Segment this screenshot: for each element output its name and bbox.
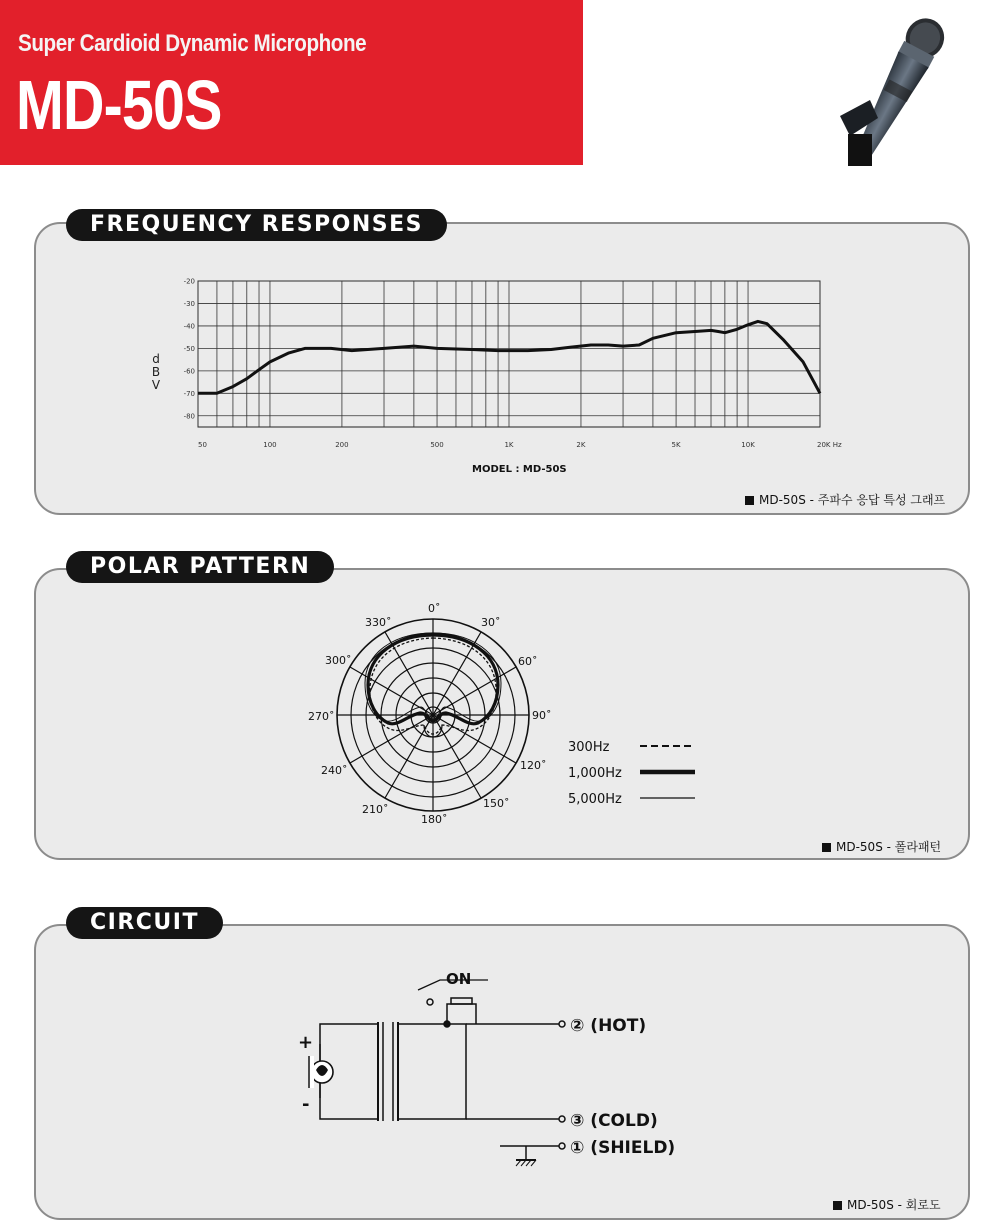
plus-label: + [298, 1032, 314, 1053]
switch-body [447, 1004, 476, 1024]
header-banner [0, 0, 583, 165]
y-tick-label: -40 [183, 322, 195, 331]
y-tick-label: -60 [183, 367, 195, 376]
polar-caption [822, 838, 941, 855]
legend-label-1000hz: 1,000Hz [568, 766, 622, 781]
circuit-caption-text: MD-50S - 회로도 [847, 1198, 941, 1212]
product-model: MD-50S [16, 66, 222, 144]
angle-label-180: 180˚ [421, 813, 448, 826]
bullet-square-icon [833, 1201, 842, 1210]
legend-label-300hz: 300Hz [568, 740, 610, 755]
y-tick-label: -20 [183, 277, 195, 286]
y-tick-label: -50 [183, 344, 195, 353]
angle-label-90: 90˚ [532, 709, 552, 722]
circuit-caption [833, 1196, 941, 1213]
angle-label-120: 120˚ [520, 759, 547, 772]
polar-section-title: POLAR PATTERN [66, 551, 334, 583]
chart-model-label: MODEL : MD-50S [472, 464, 567, 475]
x-tick-label: 10K [741, 441, 755, 449]
bullet-square-icon [822, 843, 831, 852]
angle-label-240: 240˚ [321, 764, 348, 777]
angle-label-270: 270˚ [308, 710, 335, 723]
y-tick-label: -30 [183, 299, 195, 308]
circuit-section-title: CIRCUIT [66, 907, 223, 939]
y-unit-letter: V [151, 378, 161, 392]
frequency-section-title: FREQUENCY RESPONSES [66, 209, 447, 241]
y-unit-letter: d [152, 352, 160, 366]
angle-label-330: 330˚ [365, 616, 392, 629]
y-tick-label: -70 [183, 389, 195, 398]
x-tick-label: 50 [198, 441, 207, 449]
terminal-shield-label: ① (SHIELD) [570, 1138, 676, 1158]
circuit-diagram [290, 960, 710, 1180]
y-axis-label [152, 352, 161, 392]
switch-on-label: ON [446, 970, 472, 988]
polar-pattern-diagram [300, 595, 720, 835]
polar-legend [568, 740, 695, 807]
frequency-response-chart [130, 270, 870, 470]
x-tick-label: 20K Hz [817, 441, 842, 449]
y-tick-labels [184, 278, 195, 421]
y-tick-label: -80 [183, 412, 195, 421]
x-tick-label: 5K [671, 441, 681, 449]
minus-label: - [302, 1094, 310, 1115]
x-tick-label: 200 [335, 441, 349, 449]
microphone-photo [800, 8, 950, 166]
angle-label-150: 150˚ [483, 797, 510, 810]
chart-gridlines [198, 281, 820, 427]
terminal-cold-label: ③ (COLD) [570, 1111, 658, 1131]
x-tick-label: 500 [430, 441, 444, 449]
frequency-caption-text: MD-50S - 주파수 응답 특성 그래프 [759, 493, 946, 507]
legend-label-5000hz: 5,000Hz [568, 792, 622, 807]
terminal-hot-label: ② (HOT) [570, 1016, 647, 1036]
angle-label-0: 0˚ [428, 602, 441, 615]
angle-label-60: 60˚ [518, 655, 538, 668]
x-tick-labels [198, 441, 842, 449]
angle-label-210: 210˚ [362, 803, 389, 816]
x-tick-label: 2K [576, 441, 586, 449]
polar-caption-text: MD-50S - 폴라패턴 [836, 840, 942, 854]
angle-label-30: 30˚ [481, 616, 501, 629]
bullet-square-icon [745, 496, 754, 505]
product-subtitle: Super Cardioid Dynamic Microphone [18, 30, 367, 57]
switch-button [451, 998, 472, 1004]
x-tick-label: 100 [263, 441, 277, 449]
y-unit-letter: B [151, 365, 161, 379]
frequency-caption [745, 491, 945, 508]
angle-label-300: 300˚ [325, 654, 352, 667]
polar-grid [337, 619, 529, 811]
x-tick-label: 1K [504, 441, 514, 449]
